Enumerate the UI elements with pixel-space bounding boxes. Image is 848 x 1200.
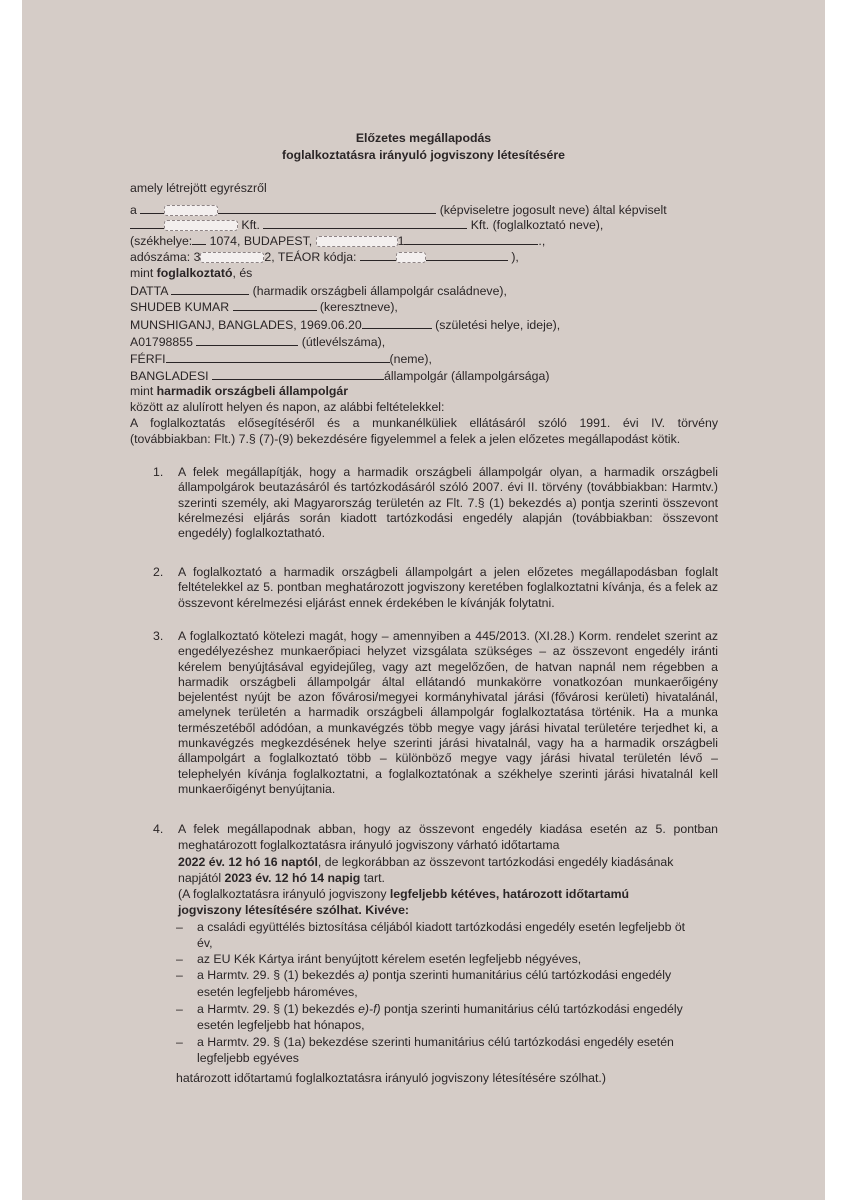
- clause-number: 2.: [153, 565, 164, 579]
- between-line: között az alulírott helyen és napon, az alábbi feltételekkel:: [130, 400, 445, 414]
- clause-number: 4.: [153, 822, 164, 836]
- list-item-continuation: esetén legfeljebb hat hónapos,: [197, 1018, 365, 1032]
- title-line-2: foglalkoztatásra irányuló jogviszony létesítésére: [282, 148, 565, 162]
- list-item: a családi együttélés biztosítása céljából kiadott tartózkodási engedély esetén legfeljebb öt: [197, 920, 686, 934]
- parties-intro: amely létrejött egyrészről: [130, 181, 267, 195]
- company-line: Kft. Kft. (foglalkoztató neve),: [130, 217, 603, 233]
- clause-1-text: A felek megállapítják, hogy a harmadik országbeli állampolgár olyan, a harmadik országbeli állampolgárok beutazásáról és tartózkodásáról szóló 2007. évi II. törvény (továbbiakban: Harmtv.) szerinti személy, aki Magyarország területén az Flt. 7.§ (1) bekezdés a) pontja szerinti összevont kérelmezési eljárás során kiadott tartózkodási engedély alapján (továbbiakban: összevont engedély) foglalkoztatható.: [178, 465, 718, 541]
- clause-4-note-line-2: jogviszony létesítésére szólhat. Kivéve:: [178, 903, 409, 917]
- clause-4-note-line-1: (A foglalkoztatásra irányuló jogviszony legfeljebb kétéves, határozott időtartamú: [178, 887, 630, 901]
- list-item: az EU Kék Kártya iránt benyújtott kérelem esetén legfeljebb négyéves,: [197, 952, 582, 966]
- title-line-1: Előzetes megállapodás: [355, 131, 492, 145]
- list-item-continuation: esetén legfeljebb hároméves,: [197, 985, 358, 999]
- redacted-name: [164, 205, 218, 216]
- preamble-line-1: A foglalkoztatás elősegítéséről és a munkanélküliek ellátásáról szóló 1991. évi IV. törvény: [130, 416, 718, 430]
- bullet-glyph: –: [176, 1002, 183, 1016]
- bullet-glyph: –: [176, 920, 183, 934]
- birth-line: MUNSHIGANJ, BANGLADES, 1969.06.20 (születési helye, ideje),: [130, 318, 561, 332]
- list-item-continuation: legfeljebb egyéves: [197, 1051, 299, 1065]
- clause-number: 1.: [153, 465, 164, 479]
- tax-line: adószáma: 3 2, TEÁOR kódja: ),: [130, 250, 519, 264]
- document-page: [22, 0, 825, 1200]
- seat-line: (székhelye: 1074, BUDAPEST, 1 .,: [130, 234, 546, 248]
- redacted-tax-number: [200, 252, 264, 263]
- clause-4-closing: határozott időtartamú foglalkoztatásra irányuló jogviszony létesítésére szólhat.): [176, 1071, 606, 1085]
- redacted-address: [316, 236, 398, 247]
- bullet-glyph: –: [176, 1035, 183, 1049]
- surname-line: DATTA (harmadik országbeli állampolgár családneve),: [130, 284, 507, 298]
- redacted-company: [164, 220, 238, 231]
- representative-line: a (képviseletre jogosult neve) által képviselt: [130, 203, 667, 217]
- tcn-role: mint harmadik országbeli állampolgár: [130, 384, 349, 398]
- clause-4-start-date: 2022 év. 12 hó 16 naptól, de legkorábban az összevont tartózkodási engedély kiadásának: [178, 855, 674, 869]
- clause-4-line-1: A felek megállapodnak abban, hogy az összevont engedély kiadása esetén az 5. pontban: [178, 822, 718, 836]
- passport-line: A01798855 (útlevélszáma),: [130, 335, 386, 349]
- list-item: a Harmtv. 29. § (1) bekezdés e)-f) pontja szerinti humanitárius célú tartózkodási engedély: [197, 1002, 683, 1016]
- clause-4-line-2: meghatározott foglalkoztatásra irányuló jogviszony várható időtartama: [178, 838, 560, 852]
- givenname-line: SHUDEB KUMAR (keresztneve),: [130, 300, 398, 314]
- clause-number: 3.: [153, 629, 164, 643]
- list-item: a Harmtv. 29. § (1a) bekezdése szerinti humanitárius célú tartózkodási engedély esetén: [197, 1035, 674, 1049]
- bullet-glyph: –: [176, 952, 183, 966]
- citizenship-line: BANGLADESI állampolgár (állampolgársága): [130, 369, 550, 383]
- employer-role: mint foglalkoztató, és: [130, 266, 253, 280]
- clause-3-text: A foglalkoztató kötelezi magát, hogy – amennyiben a 445/2013. (XI.28.) Korm. rendelet szerint az engedélyezéshez munkaerőpiaci helyzet vizsgálata szükséges – az összevont engedély iránti kérelem benyújtásával egyidejűleg, vagy azt megelőzően, de hatvan napnál nem régebben a harmadik országbeli állampolgár által ellátandó munkakörre vonatkozóan munkaerőigény bejelentést nyújt be azon fővárosi/megyei kormányhivatal járási (fővárosi kerületi) hivatalánál, amelynek területén a harmadik országbeli állampolgár foglalkoztatása történik. Ha a munka természetéből adódóan, a munkavégzés több megye vagy járási hivatal területére terjedhet ki, a munkavégzés megkezdésének helye szerinti járási hivatalnál, vagy ha a harmadik országbeli állampolgárt a foglalkoztató több – különböző megye vagy járási hivatal területén lévő – telephelyén kívánja foglalkoztatni, a foglalkoztatónak a székhelye szerinti járási hivatalnál kell munkaerőigényt benyújtania.: [178, 629, 718, 796]
- sex-line: FÉRFI (neme),: [130, 352, 432, 366]
- list-item: a Harmtv. 29. § (1) bekezdés a) pontja szerinti humanitárius célú tartózkodási engedély: [197, 968, 672, 982]
- clause-2-text: A foglalkoztató a harmadik országbeli állampolgárt a jelen előzetes megállapodásban foglalt feltételekkel az 5. pontban meghatározott jogviszony keretében foglalkoztatni kívánja, és a felek az összevont kérelmezési eljárást ennek érdekében le kívánják folytatni.: [178, 565, 718, 610]
- preamble-line-2: (továbbiakban: Flt.) 7.§ (7)-(9) bekezdésére figyelemmel a felek a jelen előzetes megállapodást kötik.: [130, 432, 681, 446]
- bullet-glyph: –: [176, 968, 183, 982]
- list-item-continuation: év,: [197, 936, 213, 950]
- redacted-teaor: [396, 252, 426, 263]
- clause-4-end-date: napjától 2023 év. 12 hó 14 napig tart.: [178, 871, 385, 885]
